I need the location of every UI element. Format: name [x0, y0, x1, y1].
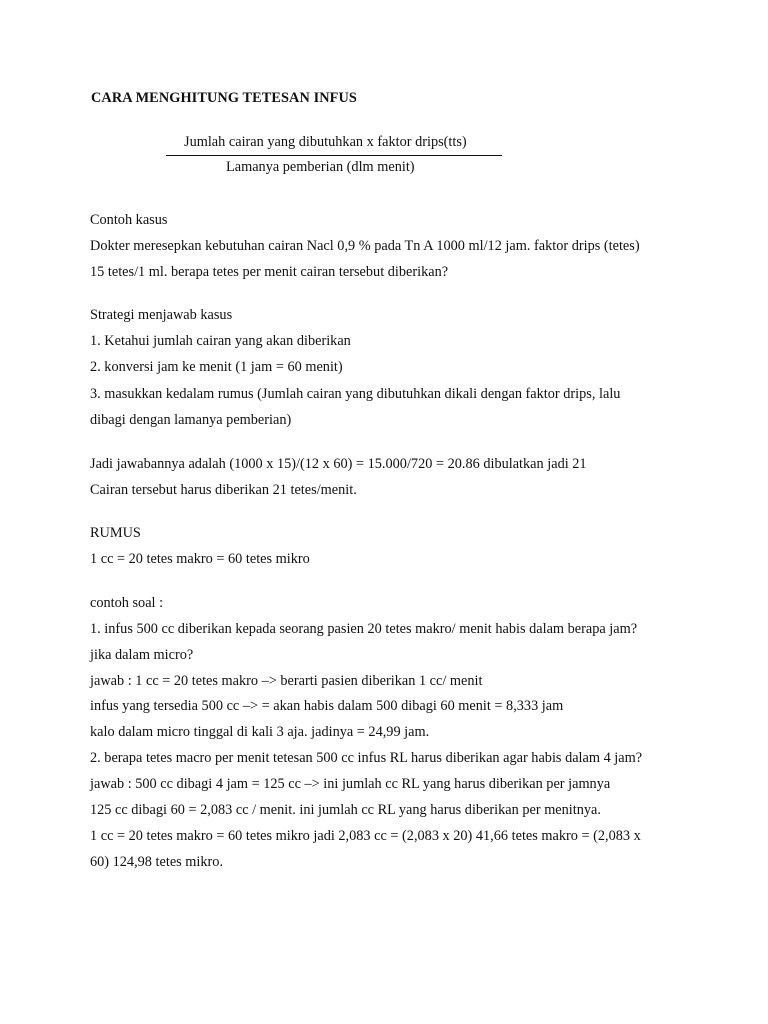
soal-heading: contoh soal :	[90, 595, 164, 611]
soal-line: jawab : 1 cc = 20 tetes makro –> berarti pasien diberikan 1 cc/ menit	[90, 673, 483, 689]
strategy-line: 2. konversi jam ke menit (1 jam = 60 menit)	[90, 359, 343, 375]
soal-line: 1. infus 500 cc diberikan kepada seorang pasien 20 tetes makro/ menit habis dalam berapa jam?	[90, 621, 638, 637]
soal-line: 1 cc = 20 tetes makro = 60 tetes mikro jadi 2,083 cc = (2,083 x 20) 41,66 tetes makro = (2,083 x	[90, 828, 641, 844]
example-line: Dokter meresepkan kebutuhan cairan Nacl 0,9 % pada Tn A 1000 ml/12 jam. faktor drips (tetes)	[90, 238, 640, 254]
soal-line: 125 cc dibagi 60 = 2,083 cc / menit. ini jumlah cc RL yang harus diberikan per menitnya.	[90, 802, 601, 818]
example-heading: Contoh kasus	[90, 212, 168, 228]
rumus-heading: RUMUS	[90, 525, 141, 541]
answer-line: Cairan tersebut harus diberikan 21 tetes/menit.	[90, 482, 357, 498]
soal-line: 60) 124,98 tetes mikro.	[90, 854, 224, 870]
soal-line: jawab : 500 cc dibagi 4 jam = 125 cc –> ini jumlah cc RL yang harus diberikan per jamnya	[90, 776, 611, 792]
strategy-heading: Strategi menjawab kasus	[90, 307, 233, 323]
formula-denominator: Lamanya pemberian (dlm menit)	[226, 159, 415, 175]
soal-line: kalo dalam micro tinggal di kali 3 aja. jadinya = 24,99 jam.	[90, 724, 430, 740]
document-title: CARA MENGHITUNG TETESAN INFUS	[91, 90, 357, 106]
example-line: 15 tetes/1 ml. berapa tetes per menit cairan tersebut diberikan?	[90, 264, 449, 280]
strategy-line: dibagi dengan lamanya pemberian)	[90, 412, 292, 428]
soal-line: infus yang tersedia 500 cc –> = akan habis dalam 500 dibagi 60 menit = 8,333 jam	[90, 698, 564, 714]
rumus-line: 1 cc = 20 tetes makro = 60 tetes mikro	[90, 551, 310, 567]
formula-fraction-bar	[166, 155, 502, 156]
strategy-line: 1. Ketahui jumlah cairan yang akan diberikan	[90, 333, 351, 349]
soal-line: 2. berapa tetes macro per menit tetesan 500 cc infus RL harus diberikan agar habis dalam 4 jam?	[90, 750, 643, 766]
soal-line: jika dalam micro?	[90, 647, 194, 663]
answer-line: Jadi jawabannya adalah (1000 x 15)/(12 x 60) = 15.000/720 = 20.86 dibulatkan jadi 21	[90, 456, 587, 472]
strategy-line: 3. masukkan kedalam rumus (Jumlah cairan yang dibutuhkan dikali dengan faktor drips, lalu	[90, 386, 621, 402]
formula-numerator: Jumlah cairan yang dibutuhkan x faktor drips(tts)	[184, 134, 467, 150]
